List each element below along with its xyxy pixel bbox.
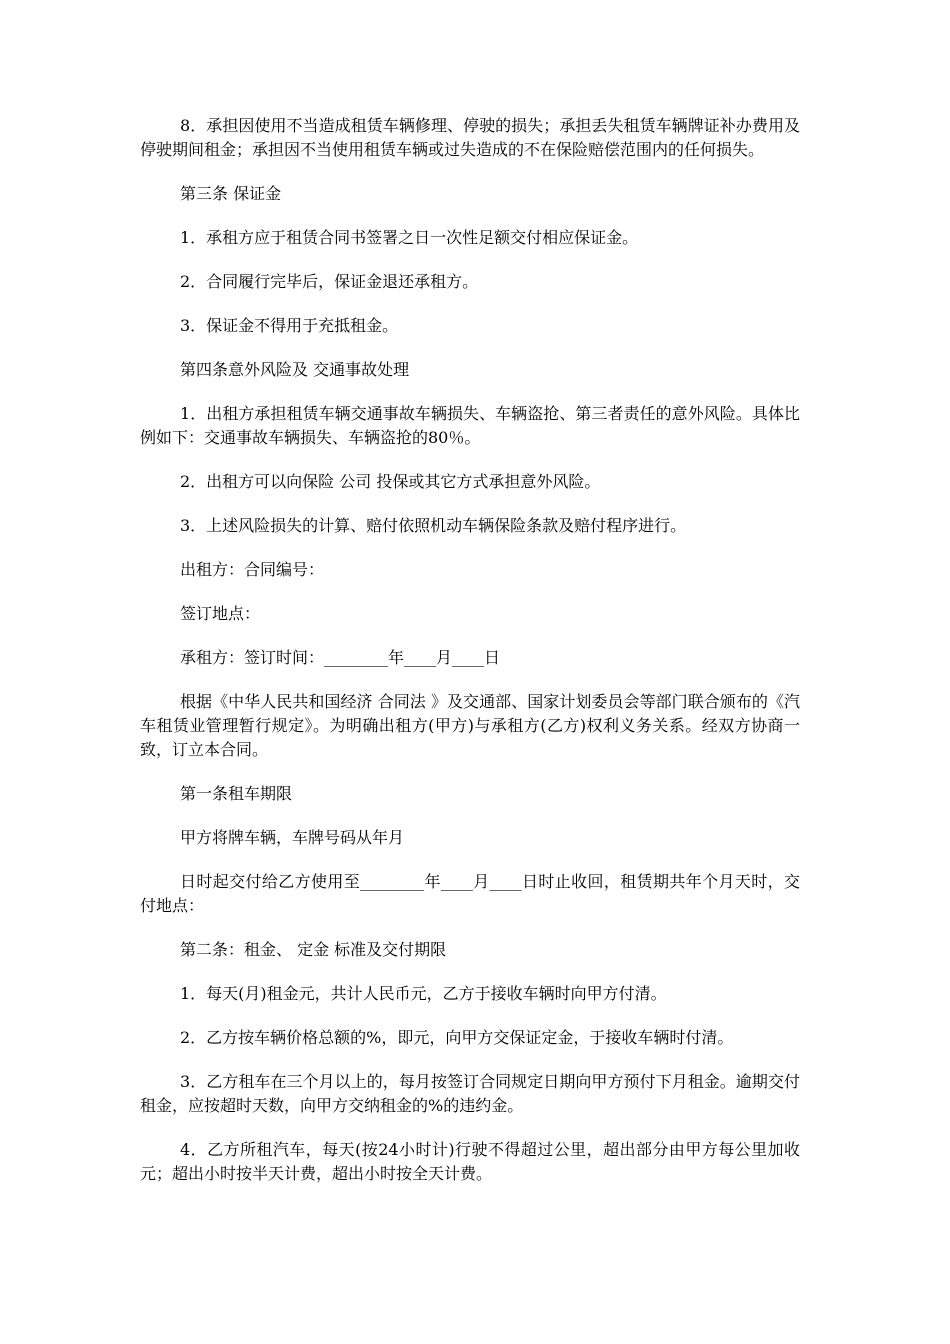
article-3-item-1: 1．承租方应于租赁合同书签署之日一次性足额交付相应保证金。: [180, 228, 639, 247]
document-body: [140, 114, 800, 1206]
lessee-signing-time: 承租方：签订时间：________年____月____日: [180, 648, 501, 667]
article-1-line-2: 日时起交付给乙方使用至________年____月____日时止收回，租赁期共年个月天时，交付地点：: [140, 872, 800, 915]
article-2-item-3: 3．乙方租车在三个月以上的，每月按签订合同规定日期向甲方预付下月租金。逾期交付租金，应按超时天数，向甲方交纳租金的%的违约金。: [140, 1072, 800, 1115]
article-4-item-2: 2．出租方可以向保险 公司 投保或其它方式承担意外风险。: [180, 472, 601, 491]
article-4-item-1: 1．出租方承担租赁车辆交通事故车辆损失、车辆盗抢、第三者责任的意外风险。具体比例如下：交通事故车辆损失、车辆盗抢的80％。: [140, 404, 800, 447]
article-1-line-1: 甲方将牌车辆，车牌号码从年月: [180, 828, 405, 847]
article-3-item-2: 2．合同履行完毕后，保证金退还承租方。: [180, 272, 479, 291]
article-2-item-2: 2．乙方按车辆价格总额的%，即元，向甲方交保证定金，于接收车辆时付清。: [180, 1028, 734, 1047]
article-3-heading: 第三条 保证金: [180, 184, 282, 203]
signing-place: 签订地点：: [180, 604, 261, 623]
article-2-item-4: 4．乙方所租汽车，每天(按24小时计)行驶不得超过公里，超出部分由甲方每公里加收元；超出小时按半天计费，超出小时按全天计费。: [140, 1140, 800, 1183]
article-2-item-1: 1．每天(月)租金元，共计人民币元，乙方于接收车辆时向甲方付清。: [180, 984, 667, 1003]
article-1-heading: 第一条租车期限: [180, 784, 293, 803]
article-2-heading: 第二条：租金、 定金 标准及交付期限: [180, 940, 447, 959]
lessor-contract-number: 出租方：合同编号：: [180, 560, 325, 579]
preamble: 根据《中华人民共和国经济 合同法 》及交通部、国家计划委员会等部门联合颁布的《汽车租赁业管理暂行规定》。为明确出租方(甲方)与承租方(乙方)权利义务关系。经双方协商一致，订立本合同。: [140, 692, 800, 759]
article-4-item-3: 3．上述风险损失的计算、赔付依照机动车辆保险条款及赔付程序进行。: [180, 516, 687, 535]
clause-2-item-8: 8．承担因使用不当造成租赁车辆修理、停驶的损失；承担丢失租赁车辆牌证补办费用及停驶期间租金；承担因不当使用租赁车辆或过失造成的不在保险赔偿范围内的任何损失。: [140, 116, 800, 159]
article-4-heading: 第四条意外风险及 交通事故处理: [180, 360, 410, 379]
article-3-item-3: 3．保证金不得用于充抵租金。: [180, 316, 399, 335]
